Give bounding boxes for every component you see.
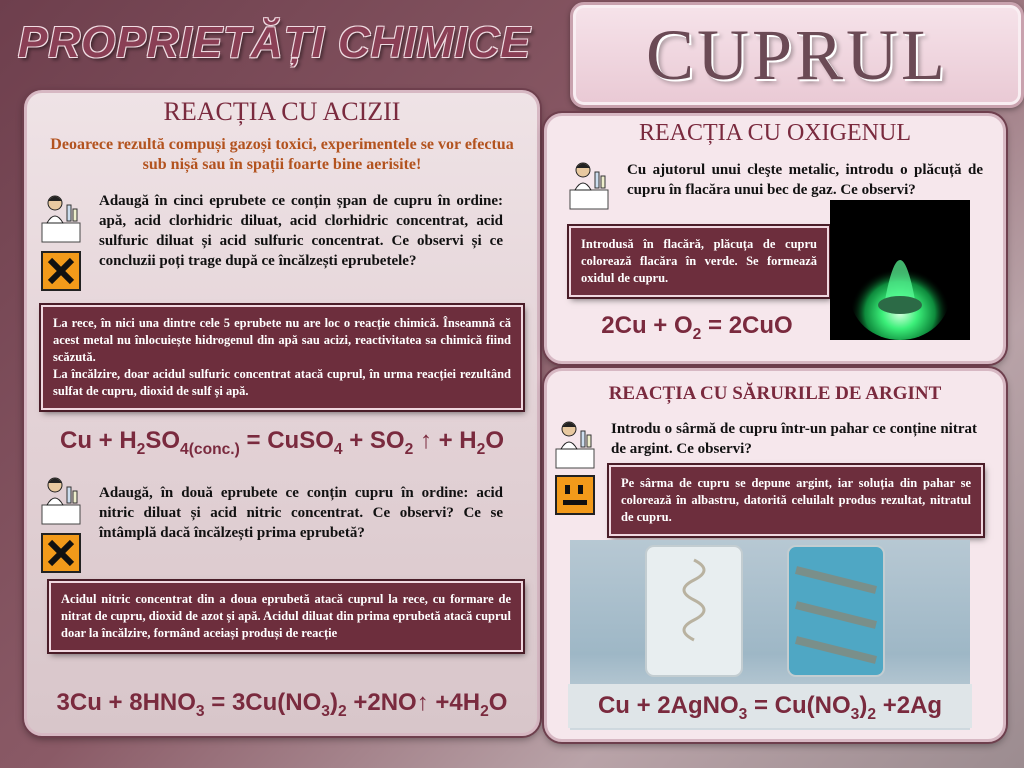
green-flame-image: [830, 200, 970, 340]
acids-panel: [24, 90, 540, 736]
acids-task-2: Adaugă, în două eprubete ce conțin cupru în ordine: acid nitric diluat și acid nitric concentrat. Ce observi? Ce se întâmplă dacă încălzești prima eprubetă?: [99, 485, 503, 541]
equation-silver: Cu + 2AgNO$_3$ = $Cu(NO_3)_2 +2Ag$: [568, 684, 972, 728]
chemist-icon: [569, 158, 609, 215]
chemist-icon: [555, 417, 595, 474]
silver-heading: REACȚIA CU SĂRURILE DE ARGINT: [608, 383, 942, 404]
chemist-icon: [41, 191, 81, 248]
acids-answer-1: [41, 305, 523, 410]
equation-nitric: $3Cu + 8HNO_3 = 3Cu(NO_3)_2$ +2NO↑ $+4H_2O$: [56, 689, 508, 720]
silver-task: Introdu o sârmă de cupru într-un pahar ce conține nitrat de argint. Ce observi?: [611, 421, 977, 457]
oxygen-task: Cu ajutorul unui cleşte metalic, introdu o plăcuță de cupru în flacăra unui bec de gaz. Ce observi?: [627, 162, 983, 198]
acids-heading: REACȚIA CU ACIZII: [163, 97, 401, 126]
hazard-corrosive-icon: [555, 475, 595, 515]
element-title: CUPRUL: [645, 14, 949, 95]
acids-answer-2: Acidul nitric concentrat din a doua eprubetă atacă cuprul la rece, cu formare de nitrat de cupru, dioxid de azot și apă. Acidul diluat din prima eprubetă atacă cuprul doar la încălzire, formând aceiași produși de reacție: [49, 581, 523, 652]
hazard-harmful-icon: [41, 251, 81, 291]
equation-oxygen: $2Cu + O_2 = 2CuO$: [601, 312, 793, 343]
hazard-harmful-icon: [41, 533, 81, 573]
acids-answer-1b: La încălzire, doar acidul sulfuric concentrat atacă cuprul, în urma reacției rezultând sulfat de cupru, dioxid de sulf și apă.: [53, 367, 511, 398]
oxygen-answer: Introdusă în flacără, plăcuța de cupru colorează flacăra în verde. Se formează oxidul de cupru.: [569, 226, 829, 297]
oxygen-heading: REACȚIA CU OXIGENUL: [639, 120, 911, 146]
silver-answer: Pe sârma de cupru se depune argint, iar soluția din pahar se colorează în albastru, datorită celuilalt produs rezultat, nitratul de cupru.: [609, 465, 983, 536]
element-title-box: [570, 2, 1024, 108]
acids-warning: Deoarece rezultă compuși gazoși toxici, experimentele se vor efectua sub nișă sau în spații foarte bine aerisite!: [50, 136, 514, 173]
main-title: PROPRIETĂȚI CHIMICE: [18, 18, 531, 67]
chemist-icon: [41, 473, 81, 530]
acids-task-1: Adaugă în cinci eprubete ce conțin șpan de cupru în ordine: apă, acid clorhidric diluat, acid clorhidric concentrat, acid sulfuric diluat și acid sulfuric concentrat. Ce observi și ce concluzii poți trage după ce încălzești eprubetele?: [99, 193, 503, 269]
equation-sulfuric: $Cu + H_2SO_{4(conc.)}$ = CuSO$_4$ + $SO_2$ ↑ + $H_2O$: [59, 427, 504, 458]
acids-answer-1a: La rece, în nici una dintre cele 5 eprubete nu are loc o reacție chimică. Înseamnă că acest metal nu înlocuiește hidrogenul din apă sau acizi, reactivitatea sa chimică fiind scăzută.: [53, 316, 511, 364]
